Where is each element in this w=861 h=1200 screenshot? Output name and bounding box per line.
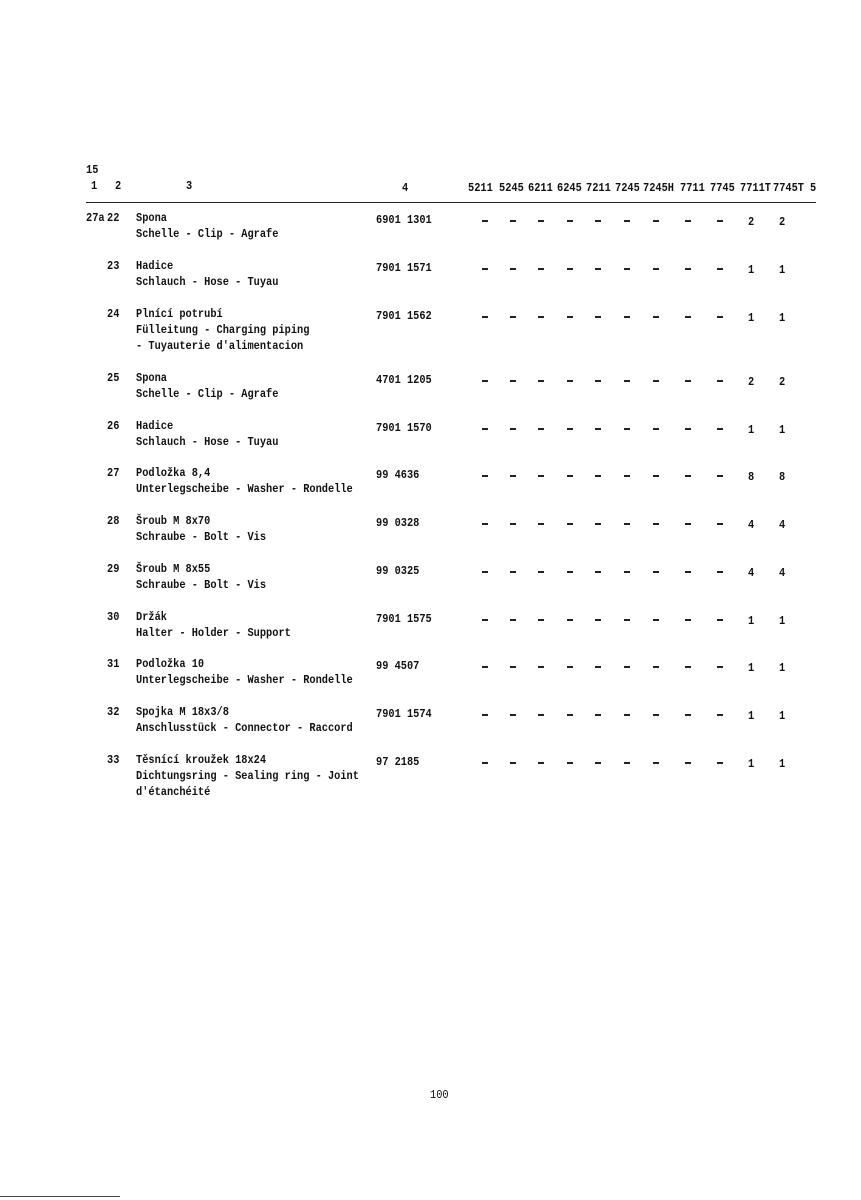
part-description: Halter - Holder - Support — [136, 626, 291, 640]
not-applicable-dash — [595, 428, 601, 430]
not-applicable-dash — [685, 762, 691, 764]
not-applicable-dash — [717, 523, 723, 525]
not-applicable-dash — [624, 571, 630, 573]
part-number: 7901 1562 — [376, 309, 432, 323]
group-number: 27a — [86, 211, 105, 225]
not-applicable-dash — [510, 220, 516, 222]
not-applicable-dash — [482, 619, 488, 621]
not-applicable-dash — [567, 316, 573, 318]
part-description: Schelle - Clip - Agrafe — [136, 227, 279, 241]
not-applicable-dash — [653, 220, 659, 222]
not-applicable-dash — [595, 666, 601, 668]
model-header: 7745 — [710, 181, 735, 195]
item-number: 24 — [107, 307, 120, 321]
not-applicable-dash — [717, 428, 723, 430]
model-header: 7245H — [643, 181, 674, 195]
not-applicable-dash — [653, 316, 659, 318]
part-description: Anschlusstück - Connector - Raccord — [136, 721, 353, 735]
not-applicable-dash — [595, 523, 601, 525]
not-applicable-dash — [538, 619, 544, 621]
quantity: 1 — [779, 263, 786, 277]
part-description: Dichtungsring - Sealing ring - Joint — [136, 769, 359, 783]
model-header: 7745T — [773, 181, 804, 195]
quantity: 1 — [779, 311, 786, 325]
not-applicable-dash — [595, 220, 601, 222]
not-applicable-dash — [510, 666, 516, 668]
not-applicable-dash — [624, 428, 630, 430]
quantity: 1 — [779, 423, 786, 437]
quantity: 1 — [748, 709, 755, 723]
not-applicable-dash — [624, 523, 630, 525]
not-applicable-dash — [717, 380, 723, 382]
part-number: 99 4636 — [376, 468, 420, 482]
item-number: 33 — [107, 753, 120, 767]
not-applicable-dash — [624, 475, 630, 477]
not-applicable-dash — [510, 268, 516, 270]
not-applicable-dash — [685, 268, 691, 270]
part-name-cz: Podložka 8,4 — [136, 466, 211, 480]
not-applicable-dash — [595, 268, 601, 270]
not-applicable-dash — [538, 762, 544, 764]
part-description: Unterlegscheibe - Washer - Rondelle — [136, 673, 353, 687]
item-number: 28 — [107, 514, 120, 528]
not-applicable-dash — [567, 523, 573, 525]
not-applicable-dash — [510, 762, 516, 764]
part-description: d'étanchéité — [136, 785, 211, 799]
not-applicable-dash — [482, 220, 488, 222]
quantity: 4 — [748, 566, 755, 580]
not-applicable-dash — [567, 428, 573, 430]
part-number: 6901 1301 — [376, 213, 432, 227]
not-applicable-dash — [624, 380, 630, 382]
not-applicable-dash — [624, 220, 630, 222]
quantity: 1 — [779, 757, 786, 771]
part-description: Schraube - Bolt - Vis — [136, 578, 267, 592]
not-applicable-dash — [717, 220, 723, 222]
header-col-1: 1 — [91, 179, 98, 193]
header-rule — [86, 202, 816, 203]
not-applicable-dash — [538, 523, 544, 525]
header-col-3: 3 — [186, 179, 193, 193]
not-applicable-dash — [717, 666, 723, 668]
quantity: 1 — [748, 423, 755, 437]
not-applicable-dash — [685, 619, 691, 621]
not-applicable-dash — [567, 475, 573, 477]
part-description: Schlauch - Hose - Tuyau — [136, 275, 279, 289]
not-applicable-dash — [567, 714, 573, 716]
not-applicable-dash — [482, 666, 488, 668]
quantity: 8 — [748, 470, 755, 484]
not-applicable-dash — [538, 475, 544, 477]
not-applicable-dash — [510, 571, 516, 573]
model-header: 6211 — [528, 181, 553, 195]
quantity: 1 — [748, 614, 755, 628]
part-name-cz: Držák — [136, 610, 167, 624]
not-applicable-dash — [685, 475, 691, 477]
model-header: 5211 — [468, 181, 493, 195]
not-applicable-dash — [595, 714, 601, 716]
part-name-cz: Šroub M 8x70 — [136, 514, 211, 528]
model-header: 6245 — [557, 181, 582, 195]
not-applicable-dash — [567, 571, 573, 573]
part-name-cz: Hadice — [136, 259, 174, 273]
part-number: 7901 1575 — [376, 612, 432, 626]
model-header: 5245 — [499, 181, 524, 195]
not-applicable-dash — [717, 475, 723, 477]
not-applicable-dash — [717, 714, 723, 716]
not-applicable-dash — [510, 428, 516, 430]
not-applicable-dash — [624, 268, 630, 270]
part-name-cz: Hadice — [136, 419, 174, 433]
quantity: 1 — [748, 311, 755, 325]
item-number: 26 — [107, 419, 120, 433]
quantity: 1 — [748, 263, 755, 277]
item-number: 31 — [107, 657, 120, 671]
quantity: 4 — [779, 518, 786, 532]
part-description: Fülleitung - Charging piping — [136, 323, 310, 337]
not-applicable-dash — [653, 762, 659, 764]
not-applicable-dash — [538, 571, 544, 573]
part-name-cz: Šroub M 8x55 — [136, 562, 211, 576]
not-applicable-dash — [653, 666, 659, 668]
not-applicable-dash — [595, 762, 601, 764]
not-applicable-dash — [685, 380, 691, 382]
not-applicable-dash — [482, 762, 488, 764]
item-number: 22 — [107, 211, 120, 225]
part-description: - Tuyauterie d'alimentacion — [136, 339, 304, 353]
quantity: 1 — [779, 709, 786, 723]
not-applicable-dash — [538, 316, 544, 318]
not-applicable-dash — [510, 714, 516, 716]
not-applicable-dash — [624, 666, 630, 668]
not-applicable-dash — [624, 762, 630, 764]
not-applicable-dash — [685, 316, 691, 318]
part-name-cz: Plnící potrubí — [136, 307, 223, 321]
not-applicable-dash — [685, 714, 691, 716]
part-description: Schelle - Clip - Agrafe — [136, 387, 279, 401]
footer-rule — [0, 1196, 120, 1197]
not-applicable-dash — [595, 316, 601, 318]
not-applicable-dash — [567, 380, 573, 382]
not-applicable-dash — [482, 428, 488, 430]
not-applicable-dash — [567, 220, 573, 222]
not-applicable-dash — [653, 523, 659, 525]
not-applicable-dash — [567, 619, 573, 621]
section-number: 15 — [86, 163, 99, 177]
not-applicable-dash — [482, 268, 488, 270]
item-number: 30 — [107, 610, 120, 624]
not-applicable-dash — [685, 523, 691, 525]
part-number: 7901 1571 — [376, 261, 432, 275]
quantity: 1 — [779, 661, 786, 675]
not-applicable-dash — [567, 762, 573, 764]
part-name-cz: Spona — [136, 371, 167, 385]
not-applicable-dash — [717, 762, 723, 764]
header-col-4: 4 — [402, 181, 409, 195]
quantity: 4 — [748, 518, 755, 532]
model-header: 7711T — [740, 181, 771, 195]
part-number: 99 0328 — [376, 516, 420, 530]
not-applicable-dash — [624, 316, 630, 318]
model-header: 7711 — [680, 181, 705, 195]
not-applicable-dash — [685, 428, 691, 430]
not-applicable-dash — [624, 714, 630, 716]
not-applicable-dash — [595, 619, 601, 621]
not-applicable-dash — [685, 220, 691, 222]
not-applicable-dash — [624, 619, 630, 621]
part-name-cz: Těsnící kroužek 18x24 — [136, 753, 267, 767]
not-applicable-dash — [538, 380, 544, 382]
quantity: 2 — [748, 375, 755, 389]
not-applicable-dash — [595, 571, 601, 573]
quantity: 1 — [748, 757, 755, 771]
quantity: 1 — [748, 661, 755, 675]
part-description: Schraube - Bolt - Vis — [136, 530, 267, 544]
quantity: 2 — [779, 375, 786, 389]
part-name-cz: Spona — [136, 211, 167, 225]
not-applicable-dash — [482, 380, 488, 382]
not-applicable-dash — [510, 619, 516, 621]
not-applicable-dash — [653, 714, 659, 716]
not-applicable-dash — [595, 475, 601, 477]
part-number: 7901 1570 — [376, 421, 432, 435]
not-applicable-dash — [510, 475, 516, 477]
not-applicable-dash — [685, 666, 691, 668]
not-applicable-dash — [482, 571, 488, 573]
item-number: 25 — [107, 371, 120, 385]
part-description: Unterlegscheibe - Washer - Rondelle — [136, 482, 353, 496]
model-header: 5 — [810, 181, 817, 195]
item-number: 29 — [107, 562, 120, 576]
quantity: 2 — [748, 215, 755, 229]
not-applicable-dash — [538, 428, 544, 430]
not-applicable-dash — [482, 523, 488, 525]
model-header: 7211 — [586, 181, 611, 195]
not-applicable-dash — [567, 268, 573, 270]
quantity: 4 — [779, 566, 786, 580]
not-applicable-dash — [538, 220, 544, 222]
header-col-2: 2 — [115, 179, 122, 193]
not-applicable-dash — [510, 316, 516, 318]
part-number: 97 2185 — [376, 755, 420, 769]
not-applicable-dash — [567, 666, 573, 668]
quantity: 1 — [779, 614, 786, 628]
not-applicable-dash — [653, 380, 659, 382]
quantity: 8 — [779, 470, 786, 484]
not-applicable-dash — [653, 428, 659, 430]
not-applicable-dash — [717, 619, 723, 621]
part-name-cz: Podložka 10 — [136, 657, 205, 671]
not-applicable-dash — [510, 523, 516, 525]
not-applicable-dash — [595, 380, 601, 382]
part-name-cz: Spojka M 18x3/8 — [136, 705, 229, 719]
item-number: 32 — [107, 705, 120, 719]
not-applicable-dash — [653, 268, 659, 270]
quantity: 2 — [779, 215, 786, 229]
not-applicable-dash — [538, 714, 544, 716]
not-applicable-dash — [482, 316, 488, 318]
not-applicable-dash — [538, 666, 544, 668]
part-number: 7901 1574 — [376, 707, 432, 721]
page-number: 100 — [430, 1088, 449, 1102]
not-applicable-dash — [482, 714, 488, 716]
not-applicable-dash — [510, 380, 516, 382]
part-number: 99 4507 — [376, 659, 420, 673]
item-number: 23 — [107, 259, 120, 273]
item-number: 27 — [107, 466, 120, 480]
part-number: 99 0325 — [376, 564, 420, 578]
part-number: 4701 1205 — [376, 373, 432, 387]
not-applicable-dash — [717, 316, 723, 318]
not-applicable-dash — [653, 571, 659, 573]
model-header: 7245 — [615, 181, 640, 195]
not-applicable-dash — [482, 475, 488, 477]
not-applicable-dash — [717, 268, 723, 270]
not-applicable-dash — [717, 571, 723, 573]
not-applicable-dash — [538, 268, 544, 270]
part-description: Schlauch - Hose - Tuyau — [136, 435, 279, 449]
not-applicable-dash — [685, 571, 691, 573]
not-applicable-dash — [653, 619, 659, 621]
not-applicable-dash — [653, 475, 659, 477]
